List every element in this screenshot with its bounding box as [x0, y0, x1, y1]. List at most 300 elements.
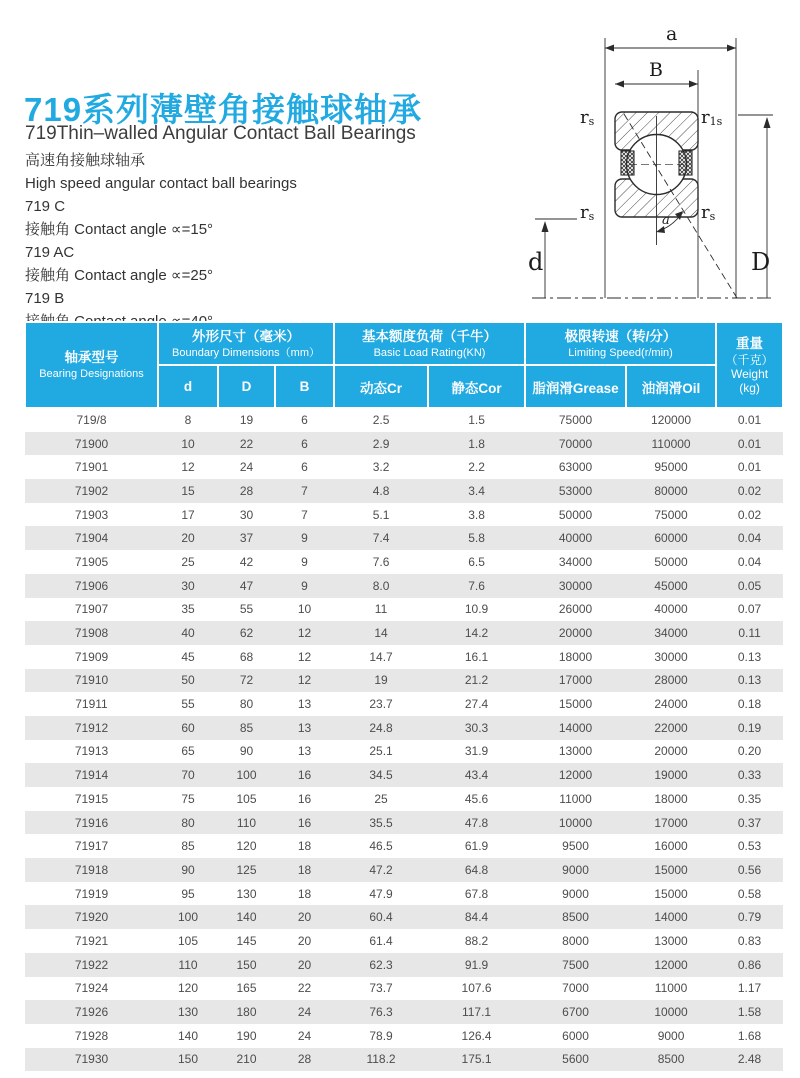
table-cell: 20000: [558, 626, 593, 641]
table-cell: 20: [297, 933, 312, 948]
table-cell: 20000: [654, 744, 688, 759]
table-cell: 2.48: [737, 1052, 762, 1067]
alpha-label: a: [662, 213, 670, 228]
cell-bearing-designation: 71911: [75, 697, 108, 712]
cage-right: [679, 151, 692, 175]
bearing-cross-section-diagram: [520, 2, 792, 310]
cell-bearing-designation: 71906: [74, 578, 109, 593]
table-cell: 5600: [562, 1052, 589, 1067]
table-cell: 80: [239, 697, 254, 712]
cell-bearing-designation: 71900: [74, 436, 109, 451]
table-cell: 110: [178, 957, 198, 972]
table-row: [25, 905, 783, 929]
description-line: 接触角 Contact angle ∝=25°: [25, 267, 214, 284]
table-cell: 40000: [558, 531, 593, 546]
table-row: [25, 550, 783, 574]
cell-bearing-designation: 71919: [74, 886, 109, 901]
table-cell: 3.4: [468, 483, 485, 498]
table-cell: 0.05: [737, 578, 762, 593]
cell-bearing-designation: 71916: [74, 815, 109, 830]
table-cell: 50000: [654, 554, 688, 569]
table-cell: 3.2: [372, 460, 390, 475]
page-title: 719系列薄壁角接触球轴承: [24, 91, 423, 128]
table-row: [25, 763, 783, 787]
subheader-oil: 油润滑Oil: [626, 365, 716, 408]
table-row: [25, 408, 783, 432]
table-cell: 9000: [657, 1028, 685, 1043]
table-cell: 91.9: [464, 957, 489, 972]
table-cell: 45000: [654, 578, 688, 593]
description-block: [25, 149, 297, 333]
subheader-dynamic-cr: 动态Cr: [334, 365, 428, 408]
table-cell: 61.4: [369, 933, 393, 948]
cell-bearing-designation: 71905: [74, 554, 109, 569]
table-cell: 13: [297, 697, 312, 712]
table-cell: 17000: [558, 673, 593, 688]
table-row: [25, 811, 783, 835]
table-cell: 190: [236, 1028, 257, 1043]
description-line: 719 AC: [25, 244, 75, 261]
table-cell: 12: [181, 460, 195, 475]
table-cell: 19: [239, 413, 254, 428]
table-row: [25, 455, 783, 479]
table-cell: 34.5: [369, 768, 393, 783]
table-cell: 15000: [654, 886, 688, 901]
table-cell: 22: [297, 981, 312, 996]
cell-bearing-designation: 71909: [74, 649, 109, 664]
table-row: [25, 432, 783, 456]
table-cell: 120: [177, 981, 199, 996]
cell-bearing-designation: 71907: [74, 602, 109, 617]
table-cell: 1.68: [737, 1028, 762, 1043]
table-cell: 7.6: [468, 578, 485, 593]
table-cell: 37: [239, 531, 254, 546]
dim-a-label: a: [666, 23, 678, 45]
table-cell: 175.1: [461, 1052, 492, 1067]
table-cell: 0.56: [737, 862, 762, 877]
table-row: [25, 479, 783, 503]
table-cell: 95: [181, 886, 195, 901]
table-cell: 10000: [558, 815, 593, 830]
table-cell: 1.8: [468, 436, 485, 451]
table-cell: 24.8: [369, 720, 393, 735]
table-cell: 6.5: [468, 554, 485, 569]
table-cell: 8: [184, 413, 192, 428]
table-cell: 0.11: [738, 626, 761, 641]
table-cell: 25: [181, 554, 195, 569]
table-cell: 10000: [654, 1005, 688, 1020]
table-cell: 6: [301, 460, 308, 475]
table-cell: 0.53: [737, 839, 762, 854]
table-cell: 150: [177, 1052, 199, 1067]
table-cell: 27.4: [464, 697, 489, 712]
table-cell: 11000: [654, 981, 688, 996]
table-cell: 84.4: [464, 910, 489, 925]
table-cell: 0.01: [737, 460, 762, 475]
table-cell: 145: [236, 933, 257, 948]
table-cell: 9000: [562, 862, 589, 877]
table-row: [25, 526, 783, 550]
table-row: [25, 621, 783, 645]
table-row: [25, 645, 783, 669]
table-cell: 105: [236, 791, 257, 806]
table-cell: 6: [301, 413, 308, 428]
table-cell: 0.07: [737, 602, 762, 617]
table-cell: 30: [239, 507, 254, 522]
table-cell: 80: [181, 815, 195, 830]
table-cell: 16: [297, 768, 312, 783]
table-cell: 110: [236, 815, 257, 830]
arrowhead: [689, 81, 698, 88]
dim-b-label: B: [649, 59, 663, 81]
table-cell: 2.2: [468, 460, 485, 475]
table-cell: 15000: [654, 862, 688, 877]
table-cell: 61.9: [464, 839, 489, 854]
arrowhead: [727, 45, 736, 52]
table-cell: 22: [239, 436, 254, 451]
cell-bearing-designation: 71918: [74, 862, 109, 877]
table-row: [25, 503, 783, 527]
table-row: [25, 953, 783, 977]
table-cell: 19000: [654, 768, 688, 783]
table-cell: 7: [301, 507, 308, 522]
table-cell: 67.8: [464, 886, 489, 901]
table-cell: 34000: [654, 626, 688, 641]
description-line: High speed angular contact ball bearings: [25, 175, 297, 192]
table-row: [25, 1024, 783, 1048]
table-cell: 0.04: [737, 531, 762, 546]
table-cell: 9000: [562, 886, 589, 901]
table-cell: 165: [236, 981, 257, 996]
table-cell: 28: [239, 483, 254, 498]
table-cell: 70: [181, 768, 195, 783]
table-cell: 8500: [562, 910, 589, 925]
cell-bearing-designation: 71913: [74, 744, 109, 759]
table-cell: 17000: [654, 815, 688, 830]
table-cell: 0.18: [737, 697, 762, 712]
table-cell: 21.2: [464, 673, 489, 688]
table-cell: 24000: [654, 697, 688, 712]
arrowhead: [542, 221, 549, 232]
table-cell: 12: [297, 673, 312, 688]
table-row: [25, 977, 783, 1001]
cell-bearing-designation: 71930: [74, 1052, 109, 1067]
table-cell: 45.6: [464, 791, 489, 806]
table-cell: 60000: [654, 531, 688, 546]
table-cell: 14: [374, 626, 388, 641]
table-cell: 3.8: [468, 507, 485, 522]
dim-D-label: D: [751, 248, 771, 276]
table-cell: 0.83: [737, 933, 762, 948]
table-cell: 17: [181, 507, 195, 522]
table-cell: 180: [236, 1005, 257, 1020]
rs-label-top-left: rs: [580, 107, 595, 128]
table-cell: 140: [177, 1028, 199, 1043]
table-cell: 100: [236, 768, 257, 783]
table-cell: 24: [297, 1028, 312, 1043]
table-cell: 23.7: [369, 697, 393, 712]
table-cell: 126.4: [461, 1028, 492, 1043]
table-cell: 40: [181, 626, 195, 641]
table-cell: 40000: [654, 602, 688, 617]
table-cell: 25: [374, 791, 388, 806]
table-cell: 0.86: [737, 957, 762, 972]
subheader-d: d: [158, 365, 218, 408]
table-cell: 47.2: [369, 862, 393, 877]
table-cell: 12: [297, 626, 312, 641]
dim-d-label: d: [528, 248, 544, 276]
header-basic-load-rating: 基本额度负荷（千牛） Basic Load Rating(KN): [334, 322, 525, 365]
table-row: [25, 598, 783, 622]
table-cell: 26000: [558, 602, 593, 617]
table-cell: 35.5: [369, 815, 393, 830]
table-cell: 85: [181, 839, 195, 854]
table-cell: 60: [181, 720, 195, 735]
table-body: [25, 408, 783, 1071]
table-cell: 88.2: [464, 933, 489, 948]
table-cell: 24: [239, 460, 254, 475]
table-cell: 0.01: [737, 436, 762, 451]
table-cell: 31.9: [464, 744, 489, 759]
table-cell: 2.5: [372, 413, 390, 428]
table-cell: 30000: [654, 649, 688, 664]
table-cell: 75000: [654, 507, 688, 522]
table-cell: 7.4: [372, 531, 390, 546]
table-cell: 13000: [558, 744, 593, 759]
description-line: 719 B: [25, 290, 65, 307]
table-row: [25, 574, 783, 598]
table-cell: 6700: [562, 1005, 589, 1020]
cell-bearing-designation: 71914: [74, 768, 109, 783]
table-cell: 0.37: [737, 815, 762, 830]
cell-bearing-designation: 71920: [74, 910, 109, 925]
table-row: [25, 929, 783, 953]
table-cell: 100: [177, 910, 199, 925]
table-cell: 11000: [559, 791, 592, 806]
table-cell: 8.0: [372, 578, 390, 593]
table-cell: 47.9: [369, 886, 393, 901]
table-cell: 80000: [654, 483, 688, 498]
table-cell: 2.9: [372, 436, 390, 451]
subheader-B: B: [275, 365, 334, 408]
table-row: [25, 787, 783, 811]
table-cell: 14000: [654, 910, 688, 925]
header-bearing-designations: 轴承型号 Bearing Designations: [25, 322, 158, 408]
table-cell: 0.79: [737, 910, 762, 925]
table-cell: 117.1: [461, 1005, 492, 1020]
table-cell: 118.2: [366, 1052, 396, 1067]
table-cell: 9500: [562, 839, 589, 854]
table-cell: 25.1: [369, 744, 393, 759]
table-cell: 35: [181, 602, 195, 617]
table-row: [25, 1000, 783, 1024]
table-cell: 1.5: [468, 413, 485, 428]
cell-bearing-designation: 71910: [74, 673, 109, 688]
table-cell: 34000: [558, 554, 593, 569]
header-limiting-speed: 极限转速（转/分） Limiting Speed(r/min): [525, 322, 716, 365]
table-cell: 0.35: [737, 791, 762, 806]
table-cell: 14000: [558, 720, 593, 735]
cell-bearing-designation: 71912: [74, 720, 109, 735]
table-cell: 20: [297, 910, 312, 925]
table-cell: 7000: [562, 981, 589, 996]
cell-bearing-designation: 71928: [74, 1028, 109, 1043]
table-cell: 68: [239, 649, 254, 664]
table-cell: 0.04: [737, 554, 762, 569]
table-cell: 18000: [654, 791, 688, 806]
table-cell: 18: [297, 839, 312, 854]
table-cell: 16: [297, 815, 312, 830]
table-row: [25, 669, 783, 693]
cell-bearing-designation: 71908: [74, 626, 109, 641]
table-cell: 30000: [558, 578, 593, 593]
table-cell: 62: [239, 626, 254, 641]
table-cell: 16000: [654, 839, 688, 854]
table-cell: 6: [301, 436, 308, 451]
table-cell: 75000: [558, 413, 593, 428]
table-cell: 18: [297, 862, 312, 877]
table-cell: 47: [239, 578, 254, 593]
table-cell: 63000: [558, 460, 593, 475]
table-cell: 5.8: [468, 531, 485, 546]
cell-bearing-designation: 71921: [74, 933, 109, 948]
cell-bearing-designation: 71922: [74, 957, 109, 972]
table-cell: 105: [177, 933, 199, 948]
cell-bearing-designation: 71924: [74, 981, 109, 996]
table-cell: 140: [236, 910, 257, 925]
table-cell: 47.8: [464, 815, 489, 830]
table-cell: 13: [297, 720, 312, 735]
header-boundary-dimensions: 外形尺寸（毫米） Boundary Dimensions（mm）: [158, 322, 334, 365]
table-cell: 10: [297, 602, 312, 617]
table-cell: 0.13: [737, 673, 762, 688]
cell-bearing-designation: 71902: [74, 483, 109, 498]
table-cell: 8000: [562, 933, 589, 948]
table-cell: 76.3: [369, 1005, 393, 1020]
description-line: 高速角接触球轴承: [25, 152, 146, 169]
table-cell: 13000: [654, 933, 688, 948]
table-cell: 70000: [558, 436, 593, 451]
table-row: [25, 716, 783, 740]
cell-bearing-designation: 71904: [74, 531, 109, 546]
table-cell: 22000: [654, 720, 688, 735]
table-row: [25, 1048, 783, 1072]
table-cell: 0.02: [737, 507, 762, 522]
arrowhead: [615, 81, 624, 88]
table-cell: 15: [181, 483, 195, 498]
table-cell: 78.9: [369, 1028, 393, 1043]
table-cell: 7500: [562, 957, 589, 972]
arrowhead: [605, 45, 614, 52]
table-cell: 10.9: [464, 602, 489, 617]
table-cell: 18000: [558, 649, 593, 664]
table-cell: 210: [236, 1052, 257, 1067]
table-cell: 30: [181, 578, 195, 593]
table-cell: 18: [297, 886, 312, 901]
table-cell: 4.8: [372, 483, 390, 498]
table-cell: 65: [181, 744, 195, 759]
subheader-static-cor: 静态Cor: [428, 365, 525, 408]
cell-bearing-designation: 71926: [74, 1005, 109, 1020]
table-cell: 12: [297, 649, 312, 664]
table-cell: 12000: [654, 957, 688, 972]
table-cell: 14.2: [464, 626, 489, 641]
table-cell: 20: [181, 531, 195, 546]
table-cell: 20: [297, 957, 312, 972]
table-cell: 85: [239, 720, 254, 735]
table-row: [25, 834, 783, 858]
table-cell: 55: [181, 697, 195, 712]
table-cell: 43.4: [464, 768, 489, 783]
table-cell: 53000: [558, 483, 593, 498]
table-cell: 1.58: [737, 1005, 762, 1020]
subheader-D: D: [218, 365, 275, 408]
description-line: 接触角 Contact angle ∝=15°: [25, 221, 214, 238]
table-cell: 28000: [654, 673, 688, 688]
rs-label-bottom-right: rs: [701, 202, 716, 223]
table-cell: 42: [239, 554, 254, 569]
table-cell: 50000: [558, 507, 593, 522]
table-cell: 6000: [562, 1028, 589, 1043]
table-cell: 120: [236, 839, 257, 854]
cell-bearing-designation: 71917: [74, 839, 109, 854]
cell-bearing-designation: 71903: [74, 507, 109, 522]
table-cell: 7: [301, 483, 308, 498]
table-cell: 15000: [558, 697, 593, 712]
table-cell: 14.7: [369, 649, 393, 664]
page-subtitle: 719Thin–walled Angular Contact Ball Bearings: [25, 123, 416, 144]
table-cell: 45: [181, 649, 195, 664]
table-cell: 10: [181, 436, 195, 451]
table-cell: 90: [239, 744, 254, 759]
cage-left: [621, 151, 634, 175]
table-cell: 107.6: [461, 981, 492, 996]
table-cell: 12000: [558, 768, 593, 783]
table-cell: 130: [236, 886, 257, 901]
cell-bearing-designation: 71901: [74, 460, 109, 475]
bearing-spec-table: [24, 321, 784, 1071]
subheader-grease: 脂润滑Grease: [525, 365, 626, 408]
table-cell: 16.1: [464, 649, 489, 664]
table-row: [25, 692, 783, 716]
table-cell: 0.58: [737, 886, 762, 901]
table-cell: 28: [297, 1052, 312, 1067]
table-row: [25, 858, 783, 882]
table-cell: 0.01: [737, 413, 762, 428]
table-cell: 11: [374, 602, 388, 617]
table-cell: 5.1: [372, 507, 390, 522]
table-cell: 46.5: [369, 839, 393, 854]
table-cell: 125: [236, 862, 257, 877]
table-cell: 30.3: [464, 720, 489, 735]
description-line: 719 C: [25, 198, 66, 215]
table-cell: 50: [181, 673, 195, 688]
table-cell: 60.4: [369, 910, 393, 925]
table-row: [25, 882, 783, 906]
table-cell: 8500: [657, 1052, 685, 1067]
table-cell: 150: [236, 957, 257, 972]
table-cell: 16: [297, 791, 312, 806]
table-row: [25, 740, 783, 764]
table-cell: 19: [374, 673, 388, 688]
table-cell: 110000: [651, 436, 691, 451]
header-weight: 重量 （千克） Weight (kg): [716, 322, 783, 408]
table-cell: 9: [301, 531, 308, 546]
table-cell: 62.3: [369, 957, 393, 972]
table-cell: 0.02: [737, 483, 762, 498]
table-cell: 1.17: [737, 981, 762, 996]
table-cell: 75: [181, 791, 195, 806]
